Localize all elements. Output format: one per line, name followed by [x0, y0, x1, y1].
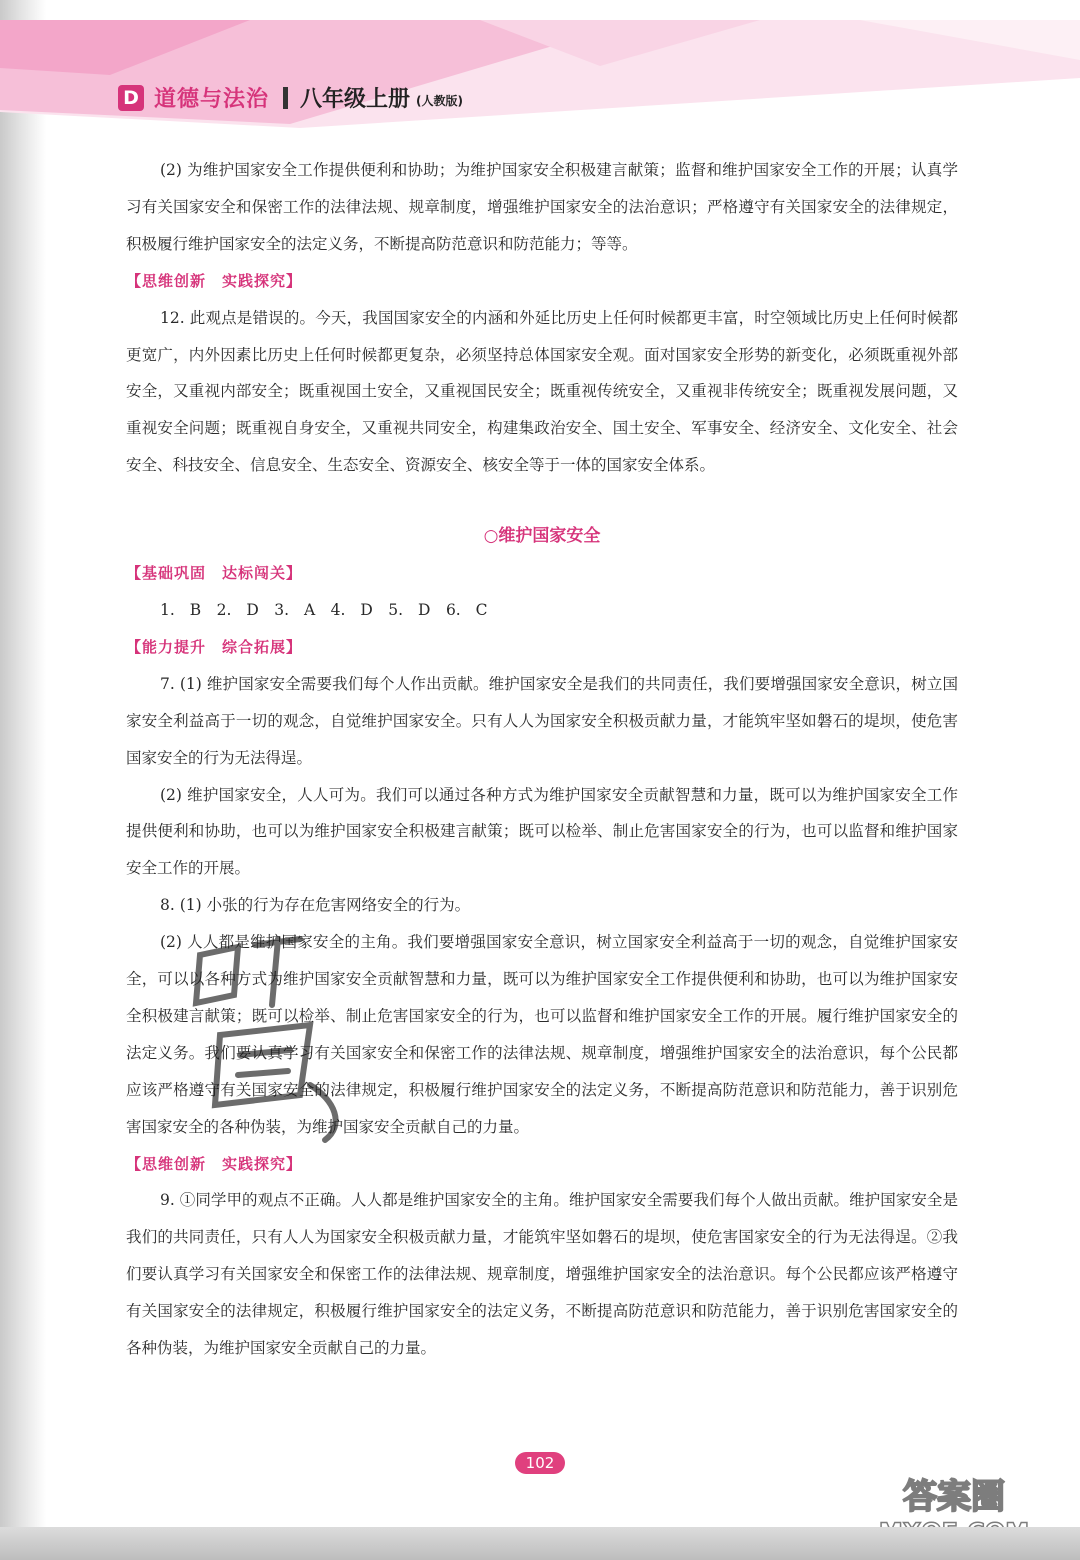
- page-content: [126, 152, 958, 1367]
- section-head-think-1: 【思维创新 实践探究】: [126, 271, 303, 290]
- grade-title: 八年级上册: [300, 87, 411, 112]
- answer-7-part2: (2) 维护国家安全，人人可为。我们可以通过各种方式为维护国家安全贡献智慧和力量，既可以为维护国家安全工作提供便利和协助，也可以为维护国家安全积极建言献策；既可以检举、制止危害国家安全的行为，也可以监督和维护国家安全工作的开展。: [126, 785, 958, 878]
- header-title-bar: [118, 82, 463, 113]
- section-head-basic: 【基础巩固 达标闯关】: [126, 564, 303, 583]
- subject-badge: D: [118, 85, 144, 111]
- section-head-ability: 【能力提升 综合拓展】: [126, 637, 303, 656]
- subject-title: 道德与法治: [154, 87, 270, 112]
- answer-11-part2: (2) 为维护国家安全工作提供便利和协助；为维护国家安全积极建言献策；监督和维护国家安全工作的开展；认真学习有关国家安全和保密工作的法律法规、规章制度，增强维护国家安全的法治意识；严格遵守有关国家安全的法律规定，积极履行维护国家安全的法定义务，不断提高防范意识和防范能力；等等。: [126, 161, 958, 253]
- answer-8-part1: 8. (1) 小张的行为存在危害网络安全的行为。: [160, 896, 471, 915]
- page-bottom-edge: [0, 1527, 1080, 1560]
- header-separator: [283, 87, 288, 109]
- choice-answers: 1. B 2. D 3. A 4. D 5. D 6. C: [160, 600, 488, 619]
- watermark-text-top: 答案圈: [903, 1477, 1005, 1517]
- edition-label: (人教版): [416, 94, 464, 108]
- section-head-think-2: 【思维创新 实践探究】: [126, 1154, 303, 1173]
- answer-7-part1: 7. (1) 维护国家安全需要我们每个人作出贡献。维护国家安全是我们的共同责任，我们要增强国家安全意识，树立国家安全利益高于一切的观念，自觉维护国家安全。只有人人为国家安全积极贡献力量，才能筑牢坚如磐石的堤坝，使危害国家安全的行为无法得逞。: [126, 674, 958, 767]
- header-band: [0, 20, 1080, 140]
- page-number: 102: [515, 1452, 565, 1474]
- answer-12: 12. 此观点是错误的。今天，我国国家安全的内涵和外延比历史上任何时候都更丰富，时空领域比历史上任何时候都更宽广，内外因素比历史上任何时候都更复杂，必须坚持总体国家安全观。面对国家安全形势的新变化，必须既重视外部安全，又重视内部安全；既重视国土安全，又重视国民安全；既重视传统安全，又重视非传统安全；既重视发展问题，又重视安全问题；既重视自身安全，又重视共同安全，构建集政治安全、国土安全、军事安全、经济安全、文化安全、社会安全、科技安全、信息安全、生态安全、资源安全、核安全等于一体的国家安全体系。: [126, 308, 958, 475]
- handwritten-stamp-mark: [160, 925, 370, 1155]
- lesson-title: ○维护国家安全: [483, 526, 601, 547]
- answer-8-part2: (2) 人人都是维护国家安全的主角。我们要增强国家安全意识，树立国家安全利益高于一切的观念，自觉维护国家安全，可以以各种方式为维护国家安全贡献智慧和力量，既可以为维护国家安全工作提供便利和协助，也可以为维护国家安全积极建言献策；既可以检举、制止危害国家安全的行为，也可以监督和维护国家安全工作的开展。履行维护国家安全的法定义务。我们要认真学习有关国家安全和保密工作的法律法规、规章制度，增强维护国家安全的法治意识，每个公民都应该严格遵守有关国家安全的法律规定，积极履行维护国家安全的法定义务，不断提高防范意识和防范能力，善于识别危害国家安全的各种伪装，为维护国家安全贡献自己的力量。: [126, 933, 958, 1136]
- page-left-shadow: [0, 0, 46, 1560]
- answer-9: 9. ①同学甲的观点不正确。人人都是维护国家安全的主角。维护国家安全需要我们每个人做出贡献。维护国家安全是我们的共同责任，只有人人为国家安全积极贡献力量，才能筑牢坚如磐石的堤坝，使危害国家安全的行为无法得逞。②我们要认真学习有关国家安全和保密工作的法律法规、规章制度，增强维护国家安全的法治意识。每个公民都应该严格遵守有关国家安全的法律规定，积极履行维护国家安全的法定义务，不断提高防范意识和防范能力，善于识别危害国家安全的各种伪装，为维护国家安全贡献自己的力量。: [126, 1191, 958, 1358]
